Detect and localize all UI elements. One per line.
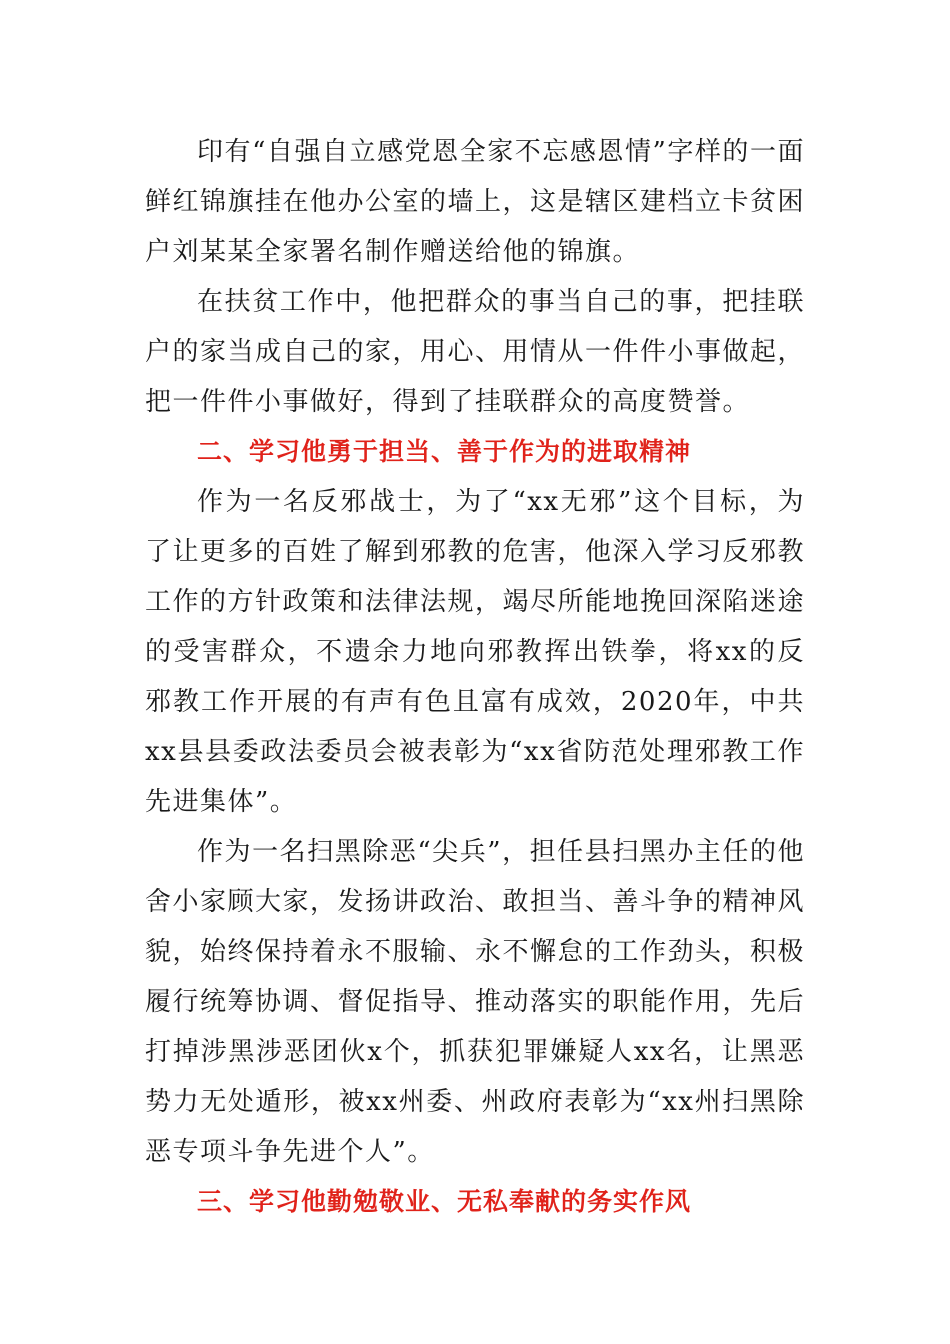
paragraph-anti-gang: 作为一名扫黑除恶“尖兵”，担任县扫黑办主任的他舍小家顾大家，发扬讲政治、敢担当、善斗争的精神风貌，始终保持着永不服输、永不懈怠的工作劲头，积极履行统筹协调、督促指导、推动落实的职能作用，先后打掉涉黑涉恶团伙x个，抓获犯罪嫌疑人xx名，让黑恶势力无处遁形，被xx州委、州政府表彰为“xx州扫黑除恶专项斗争先进个人”。: [145, 837, 806, 1167]
section-heading-2: 二、学习他勇于担当、善于作为的进取精神: [197, 437, 692, 466]
section-heading-3: 三、学习他勤勉敬业、无私奉献的务实作风: [197, 1187, 692, 1216]
paragraph-anti-cult: 作为一名反邪战士，为了“xx无邪”这个目标，为了让更多的百姓了解到邪教的危害，他深入学习反邪教工作的方针政策和法律法规，竭尽所能地挽回深陷迷途的受害群众，不遗余力地向邪教挥出铁拳，将xx的反邪教工作开展的有声有色且富有成效，2020年，中共xx县县委政法委员会被表彰为“xx省防范处理邪教工作先进集体”。: [145, 487, 806, 817]
paragraph-silk-banner: 印有“自强自立感党恩全家不忘感恩情”字样的一面鲜红锦旗挂在他办公室的墙上，这是辖区建档立卡贫困户刘某某全家署名制作赠送给他的锦旗。: [145, 137, 806, 267]
paragraph-poverty-work: 在扶贫工作中，他把群众的事当自己的事，把挂联户的家当成自己的家，用心、用情从一件件小事做起，把一件件小事做好，得到了挂联群众的高度赞誉。: [145, 287, 806, 417]
document-body: [145, 127, 805, 1227]
